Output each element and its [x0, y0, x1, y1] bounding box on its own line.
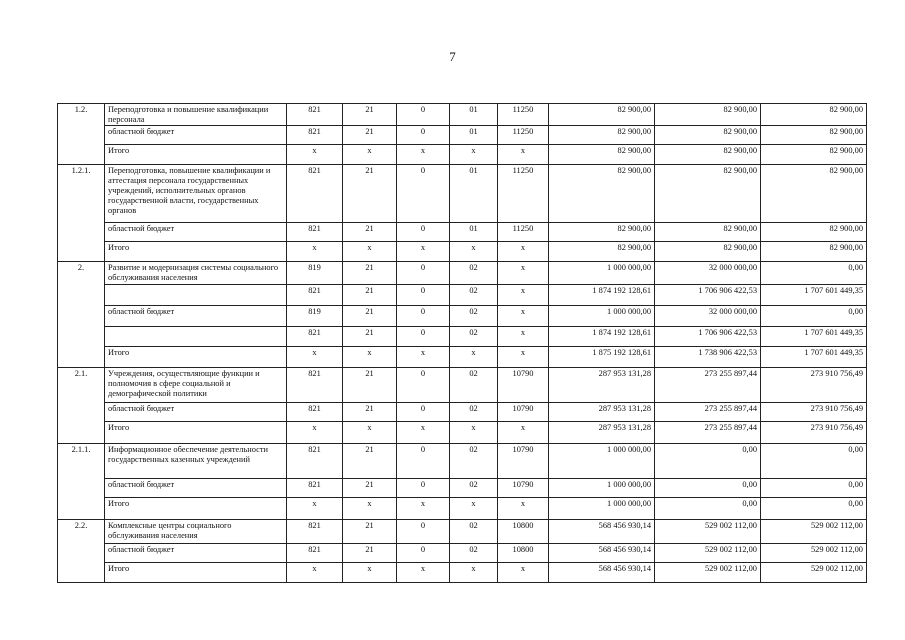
table-row: [58, 520, 867, 544]
item-name: областной бюджет: [105, 544, 287, 563]
amount-year-2: 82 900,00: [655, 242, 761, 262]
item-name: областной бюджет: [105, 306, 287, 327]
item-name: областной бюджет: [105, 126, 287, 145]
code-target-b: 11250: [498, 165, 549, 223]
amount-year-3: 273 910 756,49: [761, 368, 867, 403]
code-rz: x: [343, 145, 397, 165]
code-rz: 21: [343, 368, 397, 403]
page-number: 7: [449, 49, 456, 64]
item-name: Комплексные центры социального обслуживания населения: [105, 520, 287, 544]
table-row: [58, 544, 867, 563]
amount-year-2: 529 002 112,00: [655, 520, 761, 544]
amount-year-3: 1 707 601 449,35: [761, 327, 867, 347]
code-rz: 21: [343, 520, 397, 544]
amount-year-3: 273 910 756,49: [761, 403, 867, 422]
amount-year-3: 0,00: [761, 479, 867, 498]
code-target-b: x: [498, 498, 549, 520]
code-grbs: 819: [287, 306, 343, 327]
amount-year-2: 0,00: [655, 479, 761, 498]
code-grbs: 821: [287, 165, 343, 223]
amount-year-1: 568 456 930,14: [549, 544, 655, 563]
code-target-a: x: [450, 563, 498, 583]
code-pr: 0: [397, 479, 450, 498]
amount-year-1: 1 000 000,00: [549, 498, 655, 520]
amount-year-1: 287 953 131,28: [549, 368, 655, 403]
amount-year-1: 287 953 131,28: [549, 422, 655, 444]
code-rz: 21: [343, 223, 397, 242]
code-pr: x: [397, 145, 450, 165]
code-target-b: 11250: [498, 104, 549, 126]
code-target-a: 02: [450, 444, 498, 479]
table-row: [58, 242, 867, 262]
item-name: областной бюджет: [105, 479, 287, 498]
item-name: Переподготовка и повышение квалификации персонала: [105, 104, 287, 126]
code-pr: x: [397, 498, 450, 520]
table-row: [58, 479, 867, 498]
code-grbs: x: [287, 145, 343, 165]
code-grbs: x: [287, 422, 343, 444]
code-target-b: x: [498, 145, 549, 165]
amount-year-3: 82 900,00: [761, 165, 867, 223]
code-target-a: 02: [450, 327, 498, 347]
table-row: [58, 306, 867, 327]
code-target-b: 11250: [498, 223, 549, 242]
code-pr: 0: [397, 306, 450, 327]
amount-year-2: 82 900,00: [655, 145, 761, 165]
code-rz: 21: [343, 285, 397, 306]
amount-year-1: 82 900,00: [549, 126, 655, 145]
code-target-b: x: [498, 422, 549, 444]
amount-year-2: 32 000 000,00: [655, 306, 761, 327]
code-pr: x: [397, 242, 450, 262]
amount-year-3: 82 900,00: [761, 104, 867, 126]
amount-year-2: 273 255 897,44: [655, 422, 761, 444]
amount-year-3: 529 002 112,00: [761, 520, 867, 544]
item-name: [105, 285, 287, 306]
code-pr: 0: [397, 285, 450, 306]
code-pr: 0: [397, 327, 450, 347]
code-target-a: 02: [450, 285, 498, 306]
amount-year-3: 82 900,00: [761, 242, 867, 262]
code-target-b: 10790: [498, 403, 549, 422]
item-name: Итого: [105, 498, 287, 520]
code-pr: 0: [397, 544, 450, 563]
code-target-a: 01: [450, 165, 498, 223]
amount-year-2: 529 002 112,00: [655, 563, 761, 583]
amount-year-3: 82 900,00: [761, 223, 867, 242]
amount-year-1: 82 900,00: [549, 104, 655, 126]
code-target-b: x: [498, 347, 549, 368]
item-name: Итого: [105, 242, 287, 262]
code-rz: 21: [343, 444, 397, 479]
code-pr: 0: [397, 520, 450, 544]
table-row: [58, 165, 867, 223]
table-row: [58, 422, 867, 444]
table-row: [58, 145, 867, 165]
code-rz: 21: [343, 104, 397, 126]
code-target-a: x: [450, 242, 498, 262]
amount-year-2: 1 738 906 422,53: [655, 347, 761, 368]
table-row: [58, 327, 867, 347]
amount-year-1: 1 000 000,00: [549, 262, 655, 285]
code-grbs: x: [287, 347, 343, 368]
code-target-b: 11250: [498, 126, 549, 145]
amount-year-2: 529 002 112,00: [655, 544, 761, 563]
table-row: [58, 403, 867, 422]
table-row: [58, 126, 867, 145]
amount-year-3: 0,00: [761, 498, 867, 520]
code-grbs: 821: [287, 223, 343, 242]
amount-year-1: 82 900,00: [549, 145, 655, 165]
code-rz: 21: [343, 327, 397, 347]
item-name: Итого: [105, 347, 287, 368]
amount-year-2: 273 255 897,44: [655, 368, 761, 403]
code-grbs: x: [287, 563, 343, 583]
amount-year-1: 1 875 192 128,61: [549, 347, 655, 368]
code-rz: x: [343, 563, 397, 583]
code-grbs: 821: [287, 544, 343, 563]
code-pr: 0: [397, 368, 450, 403]
amount-year-3: 0,00: [761, 306, 867, 327]
amount-year-1: 568 456 930,14: [549, 563, 655, 583]
item-number: 2.: [58, 262, 105, 368]
code-pr: 0: [397, 126, 450, 145]
code-pr: x: [397, 422, 450, 444]
amount-year-3: 1 707 601 449,35: [761, 285, 867, 306]
code-target-a: x: [450, 422, 498, 444]
amount-year-3: 0,00: [761, 444, 867, 479]
code-rz: 21: [343, 306, 397, 327]
code-rz: 21: [343, 544, 397, 563]
amount-year-2: 1 706 906 422,53: [655, 327, 761, 347]
table-row: [58, 444, 867, 479]
code-rz: 21: [343, 126, 397, 145]
code-grbs: 821: [287, 126, 343, 145]
table-row: [58, 563, 867, 583]
amount-year-3: 82 900,00: [761, 126, 867, 145]
amount-year-3: 82 900,00: [761, 145, 867, 165]
code-pr: 0: [397, 262, 450, 285]
code-target-b: 10790: [498, 368, 549, 403]
amount-year-3: 529 002 112,00: [761, 544, 867, 563]
code-target-a: 02: [450, 520, 498, 544]
code-target-b: x: [498, 563, 549, 583]
amount-year-2: 82 900,00: [655, 126, 761, 145]
code-target-b: x: [498, 242, 549, 262]
item-name: Развитие и модернизация системы социального обслуживания населения: [105, 262, 287, 285]
code-target-b: x: [498, 285, 549, 306]
code-target-b: x: [498, 327, 549, 347]
amount-year-1: 82 900,00: [549, 242, 655, 262]
item-number: 1.2.1.: [58, 165, 105, 262]
code-rz: 21: [343, 165, 397, 223]
code-grbs: 821: [287, 368, 343, 403]
code-rz: x: [343, 347, 397, 368]
amount-year-1: 1 000 000,00: [549, 444, 655, 479]
table-row: [58, 347, 867, 368]
amount-year-1: 568 456 930,14: [549, 520, 655, 544]
amount-year-1: 1 874 192 128,61: [549, 285, 655, 306]
code-target-a: 01: [450, 126, 498, 145]
budget-table: [57, 103, 867, 583]
amount-year-2: 1 706 906 422,53: [655, 285, 761, 306]
amount-year-3: 529 002 112,00: [761, 563, 867, 583]
amount-year-3: 273 910 756,49: [761, 422, 867, 444]
amount-year-3: 0,00: [761, 262, 867, 285]
code-target-a: 02: [450, 306, 498, 327]
code-grbs: 821: [287, 403, 343, 422]
amount-year-2: 0,00: [655, 498, 761, 520]
amount-year-1: 82 900,00: [549, 223, 655, 242]
item-number: 2.2.: [58, 520, 105, 583]
code-grbs: 821: [287, 520, 343, 544]
code-rz: x: [343, 422, 397, 444]
amount-year-1: 1 000 000,00: [549, 479, 655, 498]
code-grbs: 821: [287, 327, 343, 347]
amount-year-1: 287 953 131,28: [549, 403, 655, 422]
item-name: [105, 327, 287, 347]
amount-year-1: 1 874 192 128,61: [549, 327, 655, 347]
item-name: областной бюджет: [105, 403, 287, 422]
code-target-b: 10790: [498, 479, 549, 498]
table-row: [58, 368, 867, 403]
amount-year-2: 32 000 000,00: [655, 262, 761, 285]
item-name: Итого: [105, 422, 287, 444]
table-row: [58, 498, 867, 520]
code-target-a: 02: [450, 403, 498, 422]
item-name: Переподготовка, повышение квалификации и аттестация персонала государственных учреждений, исполнительных органов государственной власти, государственных органов: [105, 165, 287, 223]
code-pr: 0: [397, 403, 450, 422]
code-grbs: 821: [287, 479, 343, 498]
amount-year-2: 82 900,00: [655, 223, 761, 242]
table-row: [58, 262, 867, 285]
code-target-a: x: [450, 498, 498, 520]
table-row: [58, 104, 867, 126]
amount-year-2: 82 900,00: [655, 104, 761, 126]
code-pr: 0: [397, 165, 450, 223]
table-row: [58, 285, 867, 306]
code-grbs: x: [287, 498, 343, 520]
code-target-a: 02: [450, 479, 498, 498]
item-name: Учреждения, осуществляющие функции и полномочия в сфере социальной и демографической политики: [105, 368, 287, 403]
item-number: 2.1.: [58, 368, 105, 444]
amount-year-1: 82 900,00: [549, 165, 655, 223]
amount-year-2: 273 255 897,44: [655, 403, 761, 422]
code-pr: x: [397, 347, 450, 368]
code-pr: 0: [397, 444, 450, 479]
code-rz: 21: [343, 262, 397, 285]
table-row: [58, 223, 867, 242]
code-pr: 0: [397, 104, 450, 126]
code-target-b: 10790: [498, 444, 549, 479]
code-rz: 21: [343, 479, 397, 498]
code-target-a: x: [450, 347, 498, 368]
code-target-a: x: [450, 145, 498, 165]
amount-year-2: 0,00: [655, 444, 761, 479]
code-target-b: x: [498, 262, 549, 285]
code-target-a: 02: [450, 262, 498, 285]
item-name: Итого: [105, 145, 287, 165]
code-pr: 0: [397, 223, 450, 242]
code-target-a: 02: [450, 368, 498, 403]
item-name: Информационное обеспечение деятельности государственных казенных учреждений: [105, 444, 287, 479]
item-name: областной бюджет: [105, 223, 287, 242]
code-grbs: 821: [287, 444, 343, 479]
code-target-a: 01: [450, 223, 498, 242]
code-target-a: 01: [450, 104, 498, 126]
code-target-b: 10800: [498, 520, 549, 544]
code-grbs: 819: [287, 262, 343, 285]
amount-year-1: 1 000 000,00: [549, 306, 655, 327]
code-rz: x: [343, 498, 397, 520]
item-name: Итого: [105, 563, 287, 583]
item-number: 2.1.1.: [58, 444, 105, 520]
code-grbs: 821: [287, 285, 343, 306]
code-rz: 21: [343, 403, 397, 422]
code-grbs: x: [287, 242, 343, 262]
amount-year-3: 1 707 601 449,35: [761, 347, 867, 368]
code-grbs: 821: [287, 104, 343, 126]
code-target-b: 10800: [498, 544, 549, 563]
code-target-a: 02: [450, 544, 498, 563]
item-number: 1.2.: [58, 104, 105, 165]
amount-year-2: 82 900,00: [655, 165, 761, 223]
code-target-b: x: [498, 306, 549, 327]
code-rz: x: [343, 242, 397, 262]
code-pr: x: [397, 563, 450, 583]
